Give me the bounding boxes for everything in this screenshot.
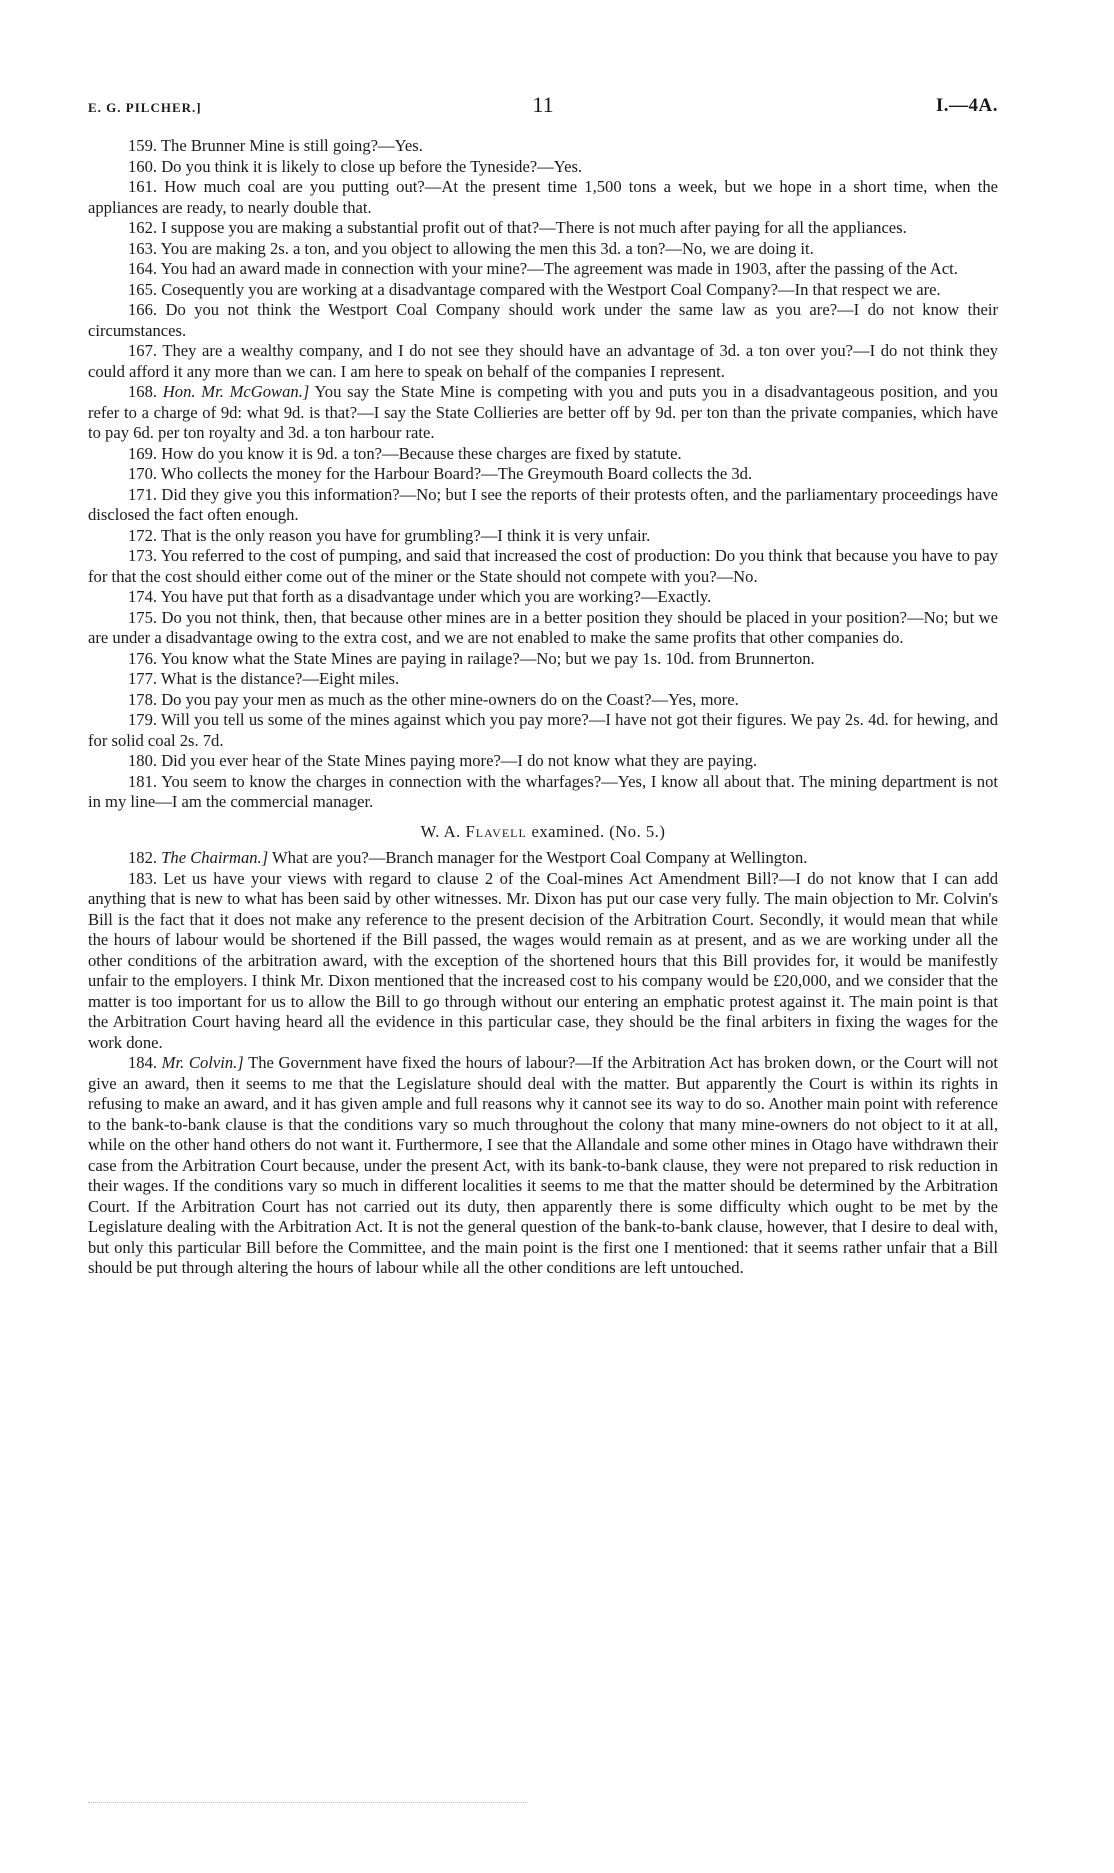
question-number: 162. — [128, 218, 158, 237]
witness-heading-suffix: examined. (No. 5.) — [531, 821, 666, 841]
question-number: 171. — [128, 484, 158, 504]
question-paragraph — [88, 300, 998, 341]
question-number: 164. — [128, 259, 158, 278]
question-paragraph — [88, 177, 998, 218]
question-paragraph — [88, 341, 998, 382]
question-text: Will you tell us some of the mines against which you pay more?—I have not got their figures. We pay 2s. 4d. for hewing, and for solid coal 2s. 7d. — [88, 710, 998, 750]
question-number: 159. — [128, 136, 158, 155]
question-paragraph — [88, 239, 998, 260]
question-paragraph — [88, 690, 998, 711]
question-number: 182. — [128, 848, 158, 867]
page-footer-rule — [88, 1802, 528, 1803]
question-paragraph — [88, 259, 998, 280]
question-text: You say the State Mine is competing with you and puts you in a disadvantageous position, and you refer to a charge of 9d: what 9d. is that?—I say the State Collieries are better off by 9d. per ton than the private companies, which have to pay 6d. per ton royalty and 3d. a ton harbour rate. — [88, 382, 998, 442]
evidence-text — [88, 136, 998, 1279]
question-number: 177. — [128, 669, 158, 688]
question-number: 160. — [128, 156, 158, 176]
question-number: 169. — [128, 443, 158, 463]
question-text: The Government have fixed the hours of labour?—If the Arbitration Act has broken down, or the Court will not give an award, then it seems to me that the Legislature should deal with the matter. But apparently the Court is within its rights in refusing to make an award, and it has given ample and full reasons why it cannot see its way to do so. Another main point with reference to the bank-to-bank clause is that the conditions vary so much throughout the colony that many mine-owners do not object to it at all, while on the other hand others do not want it. Furthermore, I see that the Allandale and some other mines in Otago have withdrawn their case from the Arbitration Court because, under the present Act, with its bank-to-bank clause, they were not prepared to risk reduction in their wages. If the conditions vary so much in different localities it seems to me that the matter should be determined by the Arbitration Court. If the Arbitration Court has not carried out its duty, then apparently there is some difficulty which ought to be met by the Legislature dealing with the Arbitration Act. It is not the general question of the bank-to-bank clause, however, that I desire to deal with, but only this particular Bill before the Committee, and the main point is the first one I mentioned: that it seems rather unfair that a Bill should be put through altering the hours of labour while all the other conditions are left untouched. — [88, 1053, 998, 1277]
question-text: You referred to the cost of pumping, and said that increased the cost of production: Do you think that because you have to pay for that the cost should either come out of the miner or the State should not compete with you?—No. — [88, 546, 998, 586]
question-number: 165. — [128, 279, 158, 299]
question-paragraph — [88, 869, 998, 1054]
question-paragraph — [88, 649, 998, 670]
question-text: Who collects the money for the Harbour Board?—The Greymouth Board collects the 3d. — [160, 464, 753, 483]
question-paragraph — [88, 587, 998, 608]
document-page — [88, 92, 998, 1279]
question-text: Did they give you this information?—No; but I see the reports of their protests often, and the parliamentary proceedings have disclosed the fact often enough. — [88, 484, 999, 524]
question-paragraph — [88, 772, 998, 813]
witness-heading — [88, 822, 998, 843]
question-paragraph — [88, 669, 998, 690]
question-text: You are making 2s. a ton, and you object to allowing the men this 3d. a ton?—No, we are doing it. — [160, 238, 814, 258]
question-paragraph — [88, 1053, 998, 1279]
question-text: Do you pay your men as much as the other mine-owners do on the Coast?—Yes, more. — [161, 689, 739, 709]
question-number: 163. — [128, 238, 158, 258]
question-paragraph — [88, 710, 998, 751]
question-text: What is the distance?—Eight miles. — [160, 669, 400, 688]
question-number: 173. — [128, 546, 158, 565]
question-paragraph — [88, 608, 998, 649]
question-number: 170. — [128, 464, 158, 483]
question-number: 175. — [128, 607, 158, 627]
question-number: 174. — [128, 587, 158, 606]
question-text: How do you know it is 9d. a ton?—Because these charges are fixed by statute. — [161, 443, 682, 463]
question-number: 176. — [128, 648, 158, 668]
paper-reference: I.—4A. — [935, 95, 998, 116]
question-paragraph — [88, 848, 998, 869]
question-number: 172. — [128, 525, 158, 545]
speaker-name: The Chairman.] — [161, 848, 269, 867]
question-text: You have put that forth as a disadvantage under which you are working?—Exactly. — [160, 587, 712, 606]
question-paragraph — [88, 218, 998, 239]
question-text: Did you ever hear of the State Mines paying more?—I do not know what they are paying. — [161, 751, 758, 770]
question-number: 178. — [128, 689, 158, 709]
question-paragraph — [88, 464, 998, 485]
question-text: How much coal are you putting out?—At the present time 1,500 tons a week, but we hope in a short time, when the appliances are ready, to nearly double that. — [88, 177, 998, 217]
question-number: 184. — [128, 1053, 158, 1072]
evidence-paragraphs-flavell — [88, 848, 998, 1279]
question-paragraph — [88, 751, 998, 772]
question-text: You know what the State Mines are paying in railage?—No; but we pay 1s. 10d. from Brunnerton. — [160, 648, 815, 668]
question-text: Do you think it is likely to close up before the Tyneside?—Yes. — [161, 156, 583, 176]
question-text: You seem to know the charges in connection with the wharfages?—Yes, I know all about that. The mining department is not in my line—I am the commercial manager. — [88, 771, 998, 811]
question-paragraph — [88, 136, 998, 157]
question-text: The Brunner Mine is still going?—Yes. — [160, 136, 423, 155]
question-text: Let us have your views with regard to clause 2 of the Coal-mines Act Amendment Bill?—I do not know that I can add anything that is new to what has been said by other witnesses. Mr. Dixon has put our case very fully. The main objection to Mr. Colvin's Bill is the fact that it does not make any reference to the present decision of the Arbitration Court. Secondly, it would mean that while the hours of labour would be shortened if the Bill passed, the wages would remain as at present, and as we are working under all the other conditions of the arbitration award, with the exception of the shortened hours that this Bill provides for, it would be manifestly unfair to the employers. I think Mr. Dixon mentioned that the increased cost to his company would be £20,000, and we consider that the matter is too important for us to allow the Bill to go through without our entering an emphatic protest against it. The main point is that the Arbitration Court having heard all the evidence in this particular case, they should be the final arbiters in fixing the wages for the work done. — [88, 868, 998, 1052]
speaker-name: Hon. Mr. McGowan.] — [162, 382, 310, 401]
question-paragraph — [88, 382, 998, 444]
question-text: Do you not think the Westport Coal Company should work under the same law as you are?—I do not know their circumstances. — [88, 300, 998, 340]
question-paragraph — [88, 444, 998, 465]
question-number: 181. — [128, 771, 158, 791]
question-text: Cosequently you are working at a disadvantage compared with the Westport Coal Company?—In that respect we are. — [161, 279, 941, 299]
witness-surname: Flavell — [465, 821, 527, 841]
question-text: I suppose you are making a substantial profit out of that?—There is not much after paying for all the appliances. — [161, 218, 907, 237]
question-paragraph — [88, 526, 998, 547]
question-number: 168. — [128, 382, 158, 401]
header-witness-name: E. G. PILCHER.] — [88, 100, 202, 115]
page-number: 11 — [532, 92, 554, 117]
page-header — [88, 92, 998, 128]
question-number: 183. — [128, 868, 158, 888]
question-text: What are you?—Branch manager for the Westport Coal Company at Wellington. — [272, 848, 808, 867]
question-number: 166. — [128, 300, 158, 319]
question-text: They are a wealthy company, and I do not see they should have an advantage of 3d. a ton over you?—I do not think they could afford it any more than we can. I am here to speak on behalf of the companies I represent. — [88, 341, 998, 381]
witness-initials: W. A. — [420, 821, 461, 841]
question-paragraph — [88, 485, 998, 526]
question-number: 167. — [128, 341, 158, 360]
question-paragraph — [88, 157, 998, 178]
question-number: 161. — [128, 177, 158, 196]
question-paragraph — [88, 546, 998, 587]
question-paragraph — [88, 280, 998, 301]
question-text: That is the only reason you have for grumbling?—I think it is very unfair. — [160, 525, 651, 545]
question-number: 179. — [128, 710, 158, 729]
question-number: 180. — [128, 751, 158, 770]
question-text: Do you not think, then, that because other mines are in a better position they should be placed in your position?—No; but we are under a disadvantage owing to the extra cost, and we are not enabled to make the same profits that other companies do. — [88, 607, 998, 647]
speaker-name: Mr. Colvin.] — [161, 1053, 244, 1072]
question-text: You had an award made in connection with your mine?—The agreement was made in 1903, after the passing of the Act. — [160, 259, 958, 278]
evidence-paragraphs-pilcher — [88, 136, 998, 813]
